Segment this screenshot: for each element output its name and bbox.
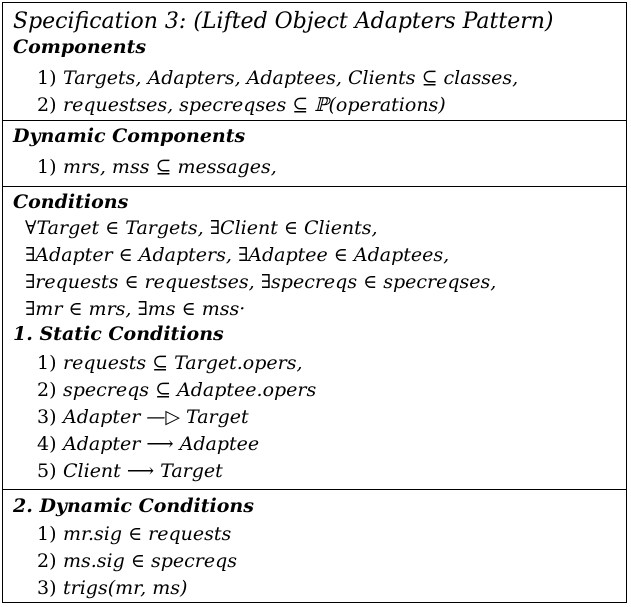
conditions-heading: Conditions bbox=[13, 191, 129, 213]
conditions-line-4: ∃mr ∈ mrs, ∃ms ∈ mss· bbox=[25, 298, 246, 320]
dynamic-conditions-item-1: 1) mr.sig ∈ requests bbox=[37, 523, 232, 545]
conditions-line-2: ∃Adapter ∈ Adapters, ∃Adaptee ∈ Adaptees, bbox=[25, 244, 450, 266]
section-divider bbox=[3, 489, 626, 490]
static-conditions-item-1: 1) requests ⊆ Target.opers, bbox=[37, 352, 303, 374]
static-conditions-heading: 1. Static Conditions bbox=[13, 323, 224, 345]
dynamic-components-item-1: 1) mrs, mss ⊆ messages, bbox=[37, 156, 277, 178]
section-divider bbox=[3, 120, 626, 121]
specification-title bbox=[13, 9, 554, 35]
conditions-line-3: ∃requests ∈ requestses, ∃specreqs ∈ specreqses, bbox=[25, 271, 497, 293]
dynamic-conditions-item-3: 3) trigs(mr, ms) bbox=[37, 577, 188, 599]
static-conditions-item-5: 5) Client ⟶ Target bbox=[37, 460, 223, 482]
conditions-line-1: ∀Target ∈ Targets, ∃Client ∈ Clients, bbox=[25, 217, 378, 239]
static-conditions-item-2: 2) specreqs ⊆ Adaptee.opers bbox=[37, 379, 317, 401]
components-item-2: 2) requestses, specreqses ⊆ ℙ(operations) bbox=[37, 94, 446, 116]
components-item-1: 1) Targets, Adapters, Adaptees, Clients ⊆ classes, bbox=[37, 67, 519, 89]
static-conditions-item-3: 3) Adapter —▷ Target bbox=[37, 406, 249, 428]
components-heading: Components bbox=[13, 36, 147, 58]
static-conditions-item-4: 4) Adapter ⟶ Adaptee bbox=[37, 433, 260, 455]
specification-name: (Lifted Object Adapters Pattern) bbox=[193, 9, 554, 34]
dynamic-conditions-item-2: 2) ms.sig ∈ specreqs bbox=[37, 550, 237, 572]
specification-box bbox=[2, 2, 627, 603]
specification-label: Specification 3: bbox=[13, 9, 187, 34]
dynamic-components-heading: Dynamic Components bbox=[13, 125, 246, 147]
section-divider bbox=[3, 186, 626, 187]
dynamic-conditions-heading: 2. Dynamic Conditions bbox=[13, 495, 254, 517]
